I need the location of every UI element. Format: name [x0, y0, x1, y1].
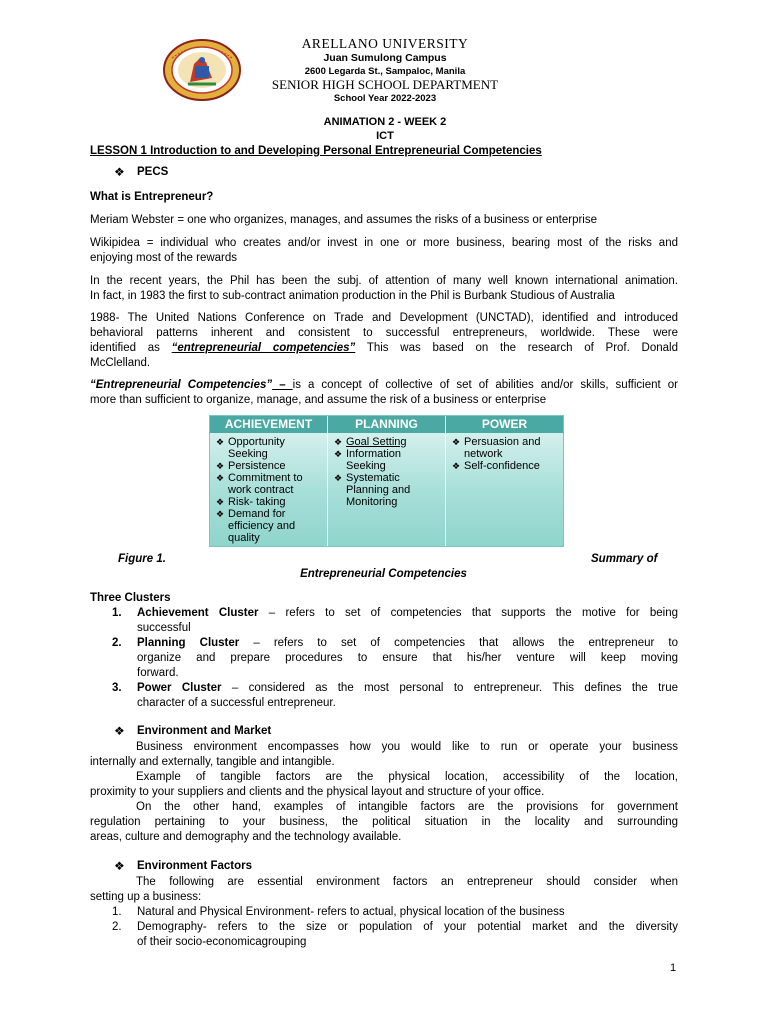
address: 2600 Legarda St., Sampaloc, Manila — [304, 66, 466, 77]
cluster-desc: – refers to set of competencies that allows the entrepreneur to — [239, 637, 678, 649]
env-market-paragraph-3 — [90, 800, 678, 845]
list-number: 1. — [112, 607, 122, 619]
list-item-text: network — [464, 448, 503, 460]
factor-line: of their socio-economicagrouping — [137, 936, 307, 948]
list-item-text: Monitoring — [346, 496, 398, 508]
list-item — [214, 532, 326, 544]
paragraph-line: setting up a business: — [90, 891, 202, 903]
unctad-text-c: This was based on the research of Prof. Donald — [355, 342, 678, 354]
competencies-table — [209, 415, 564, 547]
cluster-line — [137, 636, 678, 651]
list-item: ❖ Persistence — [216, 460, 286, 472]
list-number: 3. — [112, 682, 122, 694]
list-item-text: Seeking — [228, 448, 268, 460]
cluster-term: Planning Cluster — [137, 637, 240, 649]
list-item-text: Persistence — [228, 460, 286, 472]
list-item — [214, 520, 326, 532]
factor-text — [137, 905, 678, 920]
factor-line: Natural and Physical Environment- refers to actual, physical location of the business — [137, 906, 565, 918]
paragraph-line: internally and externally, tangible and intangible. — [90, 756, 335, 768]
three-clusters-heading: Three Clusters — [90, 592, 171, 604]
list-item-text: Seeking — [346, 460, 386, 472]
env-factors-heading: Environment Factors — [137, 860, 253, 872]
wiki-definition — [90, 236, 678, 266]
cluster-line: organize and prepare procedures to ensure that his/her venture will keep moving — [137, 652, 678, 664]
list-item-text: efficiency and — [228, 520, 296, 532]
env-market-heading: Environment and Market — [137, 725, 272, 737]
factor-text — [137, 920, 678, 950]
list-item-text: Opportunity — [228, 436, 285, 448]
wiki-line-2: enjoying most of the rewards — [90, 252, 238, 264]
school-year: School Year 2022-2023 — [333, 93, 437, 104]
list-item: ❖ Systematic — [334, 472, 400, 484]
header-power: POWER — [446, 416, 563, 433]
list-number: 2. — [112, 637, 122, 649]
list-item-text: quality — [228, 532, 260, 544]
list-item — [450, 448, 562, 460]
list-item-text: Risk- taking — [228, 496, 286, 508]
list-number: 1. — [112, 906, 122, 918]
header-planning: PLANNING — [328, 416, 445, 433]
webster-definition: Meriam Webster = one who organizes, manages, and assumes the risks of a business or enterprise — [90, 214, 597, 226]
list-item — [332, 496, 444, 508]
diamond-bullet-icon: ❖ — [114, 724, 125, 738]
cluster-line — [137, 606, 678, 621]
cluster-desc: – considered as the most personal to entrepreneur. This defines the true — [221, 682, 678, 694]
cluster-line: forward. — [137, 667, 179, 679]
unctad-line-2: behavioral patterns inherent and consistent to successful entrepreneurs, worldwide. These were — [90, 327, 678, 339]
cluster-desc: – refers to set of competencies that supports the motive for being — [258, 607, 678, 619]
cluster-item-2 — [112, 636, 678, 681]
unctad-text-a: identified as — [90, 342, 172, 354]
cluster-line: character of a successful entrepreneur. — [137, 697, 336, 709]
list-item — [214, 484, 326, 496]
factor-line: Demography- refers to the size or population of your potential market and the diversity — [137, 921, 678, 933]
list-item — [332, 460, 444, 472]
list-item — [214, 448, 326, 460]
unctad-paragraph — [90, 311, 678, 371]
cluster-text — [137, 636, 678, 681]
list-item: ❖ Information — [334, 448, 402, 460]
ec-definition — [90, 378, 678, 408]
env-factor-item-2 — [112, 920, 678, 950]
unctad-line-1: 1988- The United Nations Conference on Trade and Development (UNCTAD), identified and introduced — [90, 312, 678, 324]
lesson-title: LESSON 1 Introduction to and Developing Personal Entrepreneurial Competencies — [90, 145, 542, 157]
list-item-text: Commitment to — [228, 472, 303, 484]
paragraph-line: regulation pertaining to your business, the political situation in the locality and surrounding — [90, 816, 678, 828]
list-item: ❖ Opportunity — [216, 436, 285, 448]
page-number: 1 — [670, 962, 677, 974]
paragraph-line: On the other hand, examples of intangible factors are the provisions for government — [136, 801, 678, 813]
paragraph-line: areas, culture and demography and the technology available. — [90, 831, 402, 843]
cluster-text — [137, 606, 678, 636]
paragraph-line: The following are essential environment factors an entrepreneur should consider when — [136, 876, 678, 888]
paragraph-line: Example of tangible factors are the physical location, accessibility of the location, — [136, 771, 678, 783]
cluster-term: Achievement Cluster — [137, 607, 259, 619]
column-divider — [445, 416, 446, 546]
cluster-text — [137, 681, 678, 711]
ec-dash: – — [272, 379, 293, 391]
achievement-column — [214, 436, 326, 544]
university-name: ARELLANO UNIVERSITY — [301, 36, 469, 51]
column-divider — [327, 416, 328, 546]
cluster-line — [137, 681, 678, 696]
list-item — [332, 484, 444, 496]
figure-caption: Entrepreneurial Competencies — [300, 568, 467, 580]
list-item-text: Goal Setting — [346, 436, 407, 448]
power-column — [450, 436, 562, 472]
ec-term: “Entrepreneurial Competencies” — [90, 379, 273, 391]
wiki-line-1: Wikipidea = individual who creates and/or invest in one or more business, bearing most of the risks and — [90, 237, 678, 249]
env-factor-item-1 — [112, 905, 678, 920]
unctad-line-4: McClelland. — [90, 357, 151, 369]
figure-caption-right: Summary of — [591, 553, 658, 565]
subject-title: ICT — [376, 130, 394, 142]
phil-line-1: In the recent years, the Phil has been the subj. of attention of many well known international animation. — [90, 275, 678, 287]
env-factors-paragraph — [90, 875, 678, 905]
cluster-item-1 — [112, 606, 678, 636]
pecs-heading: PECS — [137, 166, 169, 178]
cluster-item-3 — [112, 681, 678, 711]
list-item-text: Information — [346, 448, 402, 460]
what-is-heading: What is Entrepreneur? — [90, 191, 214, 203]
diamond-bullet-icon: ❖ — [114, 859, 125, 873]
list-item-text: Planning and — [346, 484, 411, 496]
phil-line-2: In fact, in 1983 the first to sub-contract animation production in the Phil is Burbank Studious of Australia — [90, 290, 615, 302]
list-item-text: work contract — [228, 484, 294, 496]
planning-column — [332, 436, 444, 508]
list-item: ❖ Commitment to — [216, 472, 303, 484]
header-achievement: ACHIEVEMENT — [210, 416, 327, 433]
cluster-line: successful — [137, 622, 191, 634]
list-item: ❖ Self-confidence — [452, 460, 540, 472]
campus-name: Juan Sumulong Campus — [323, 52, 447, 64]
list-item-text: Persuasion and — [464, 436, 541, 448]
ec-line-1 — [90, 378, 678, 393]
ec-text-1: is a concept of collective of set of abilities and/or skills, sufficient or — [292, 379, 678, 391]
env-market-paragraph-2 — [90, 770, 678, 800]
env-market-paragraph-1 — [90, 740, 678, 770]
unctad-line-3 — [90, 341, 678, 356]
course-title: ANIMATION 2 - WEEK 2 — [323, 116, 447, 128]
list-item: ❖ Persuasion and — [452, 436, 541, 448]
list-item-text: Systematic — [346, 472, 400, 484]
phil-paragraph — [90, 274, 678, 304]
paragraph-line: Business environment encompasses how you would like to run or operate your business — [136, 741, 678, 753]
ec-line-2: more than sufficient to organize, manage, and assume the risk of a business or enterprise — [90, 394, 547, 406]
list-number: 2. — [112, 921, 122, 933]
cluster-term: Power Cluster — [137, 682, 222, 694]
entrepreneurial-competencies-term: “entrepreneurial competencies” — [171, 342, 356, 354]
department-name: SENIOR HIGH SCHOOL DEPARTMENT — [271, 77, 499, 92]
list-item-text: Self-confidence — [464, 460, 540, 472]
list-item: ❖ Risk- taking — [216, 496, 286, 508]
list-item-text: Demand for — [228, 508, 286, 520]
figure-label: Figure 1. — [118, 553, 166, 565]
paragraph-line: proximity to your suppliers and clients and the physical layout and structure of your office. — [90, 786, 545, 798]
list-item: ❖ Demand for — [216, 508, 286, 520]
diamond-bullet-icon: ❖ — [114, 165, 125, 179]
list-item: ❖ Goal Setting — [334, 436, 407, 448]
